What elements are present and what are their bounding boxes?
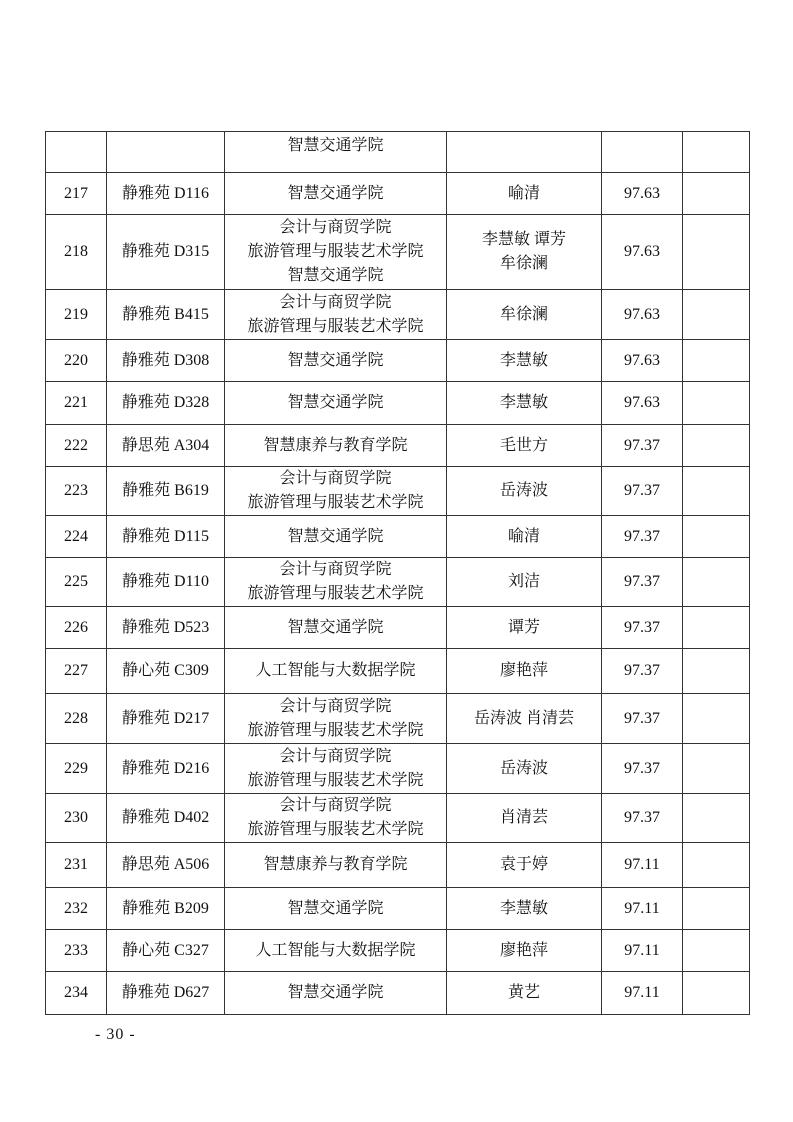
cell-score: 97.37	[602, 558, 683, 607]
cell-note	[683, 972, 750, 1015]
cell-score	[602, 132, 683, 173]
cell-no: 232	[46, 888, 107, 930]
table-row	[46, 215, 750, 290]
cell-room	[107, 132, 225, 173]
table-body	[46, 132, 750, 1015]
cell-room: 静雅苑 D328	[107, 382, 225, 425]
cell-no: 228	[46, 694, 107, 744]
table-row	[46, 467, 750, 516]
cell-person	[447, 425, 602, 467]
college-line: 会计与商贸学院	[279, 470, 392, 487]
cell-person	[447, 888, 602, 930]
cell-college	[225, 649, 447, 694]
cell-no: 227	[46, 649, 107, 694]
cell-note	[683, 930, 750, 972]
person-line: 牟徐澜	[499, 305, 548, 323]
person-line: 岳涛波	[499, 759, 548, 777]
college-line: 会计与商贸学院	[279, 561, 392, 578]
cell-college	[225, 607, 447, 649]
cell-room: 静雅苑 D115	[107, 516, 225, 558]
cell-no: 219	[46, 290, 107, 340]
cell-no: 233	[46, 930, 107, 972]
college-line: 智慧交通学院	[287, 267, 384, 284]
table-row	[46, 930, 750, 972]
cell-score: 97.11	[602, 930, 683, 972]
table-row	[46, 173, 750, 215]
person-line: 喻清	[507, 527, 540, 545]
cell-no: 229	[46, 744, 107, 794]
table-row	[46, 290, 750, 340]
cell-note	[683, 340, 750, 382]
college-line: 智慧交通学院	[287, 137, 384, 154]
cell-no: 217	[46, 173, 107, 215]
cell-no: 218	[46, 215, 107, 290]
cell-note	[683, 694, 750, 744]
cell-note	[683, 215, 750, 290]
cell-person	[447, 843, 602, 888]
college-line: 旅游管理与服装艺术学院	[247, 771, 424, 789]
college-line: 旅游管理与服装艺术学院	[247, 494, 424, 511]
cell-room: 静雅苑 D402	[107, 794, 225, 843]
cell-note	[683, 558, 750, 607]
cell-college	[225, 132, 447, 173]
person-line: 牟徐澜	[499, 255, 548, 272]
table-row	[46, 558, 750, 607]
cell-college	[225, 467, 447, 516]
table-row	[46, 972, 750, 1015]
cell-college	[225, 425, 447, 467]
cell-score: 97.37	[602, 694, 683, 744]
person-line: 肖清芸	[499, 809, 548, 826]
college-line: 旅游管理与服装艺术学院	[247, 585, 424, 602]
cell-note	[683, 607, 750, 649]
cell-score: 97.37	[602, 649, 683, 694]
person-line: 袁于婷	[499, 856, 548, 873]
college-line: 会计与商贸学院	[279, 293, 392, 311]
college-line: 智慧康养与教育学院	[263, 436, 408, 454]
table-row	[46, 649, 750, 694]
college-line: 智慧交通学院	[287, 394, 384, 411]
cell-person	[447, 382, 602, 425]
cell-college	[225, 215, 447, 290]
cell-room: 静心苑 C309	[107, 649, 225, 694]
college-line: 智慧交通学院	[287, 184, 384, 202]
cell-note	[683, 132, 750, 173]
cell-college	[225, 694, 447, 744]
dormitory-score-table	[45, 131, 750, 1015]
table-row	[46, 794, 750, 843]
person-line: 李慧敏	[499, 351, 548, 369]
cell-college	[225, 340, 447, 382]
cell-note	[683, 888, 750, 930]
table-row	[46, 694, 750, 744]
cell-note	[683, 467, 750, 516]
cell-college	[225, 290, 447, 340]
cell-college	[225, 516, 447, 558]
cell-person	[447, 173, 602, 215]
cell-score: 97.63	[602, 382, 683, 425]
cell-score: 97.37	[602, 794, 683, 843]
cell-room: 静思苑 A304	[107, 425, 225, 467]
cell-note	[683, 382, 750, 425]
cell-college	[225, 930, 447, 972]
college-line: 旅游管理与服装艺术学院	[247, 721, 424, 739]
table-row	[46, 425, 750, 467]
college-line: 人工智能与大数据学院	[255, 941, 416, 959]
cell-score: 97.63	[602, 340, 683, 382]
college-line: 智慧交通学院	[287, 618, 384, 636]
cell-no: 226	[46, 607, 107, 649]
cell-note	[683, 843, 750, 888]
cell-room: 静雅苑 D523	[107, 607, 225, 649]
person-line: 岳涛波	[499, 482, 548, 499]
college-line: 会计与商贸学院	[279, 747, 392, 765]
college-line: 会计与商贸学院	[279, 219, 392, 236]
college-line: 智慧交通学院	[287, 899, 384, 917]
person-line: 岳涛波 肖清芸	[473, 709, 574, 727]
cell-room: 静雅苑 D315	[107, 215, 225, 290]
person-line: 谭芳	[507, 618, 540, 636]
cell-college	[225, 843, 447, 888]
cell-room: 静雅苑 B209	[107, 888, 225, 930]
cell-no: 223	[46, 467, 107, 516]
cell-note	[683, 516, 750, 558]
college-line: 智慧交通学院	[287, 984, 384, 1001]
cell-person	[447, 744, 602, 794]
cell-person	[447, 607, 602, 649]
table-row	[46, 744, 750, 794]
cell-note	[683, 794, 750, 843]
cell-score: 97.63	[602, 173, 683, 215]
person-line: 李慧敏	[499, 394, 548, 411]
cell-person	[447, 467, 602, 516]
cell-person	[447, 649, 602, 694]
table-row	[46, 516, 750, 558]
cell-person	[447, 930, 602, 972]
person-line: 刘洁	[507, 573, 540, 590]
person-line: 喻清	[507, 184, 540, 202]
cell-no: 231	[46, 843, 107, 888]
cell-college	[225, 173, 447, 215]
person-line: 廖艳萍	[499, 941, 548, 959]
cell-score: 97.37	[602, 516, 683, 558]
college-line: 旅游管理与服装艺术学院	[247, 243, 424, 260]
cell-room: 静雅苑 D627	[107, 972, 225, 1015]
cell-person	[447, 794, 602, 843]
cell-no: 234	[46, 972, 107, 1015]
cell-no: 230	[46, 794, 107, 843]
cell-no: 221	[46, 382, 107, 425]
cell-college	[225, 888, 447, 930]
cell-person	[447, 340, 602, 382]
cell-college	[225, 382, 447, 425]
cell-person	[447, 516, 602, 558]
person-line: 李慧敏 谭芳	[481, 231, 566, 248]
cell-no: 224	[46, 516, 107, 558]
college-line: 会计与商贸学院	[279, 797, 392, 814]
college-line: 智慧康养与教育学院	[263, 856, 408, 873]
cell-room: 静雅苑 D110	[107, 558, 225, 607]
cell-college	[225, 558, 447, 607]
cell-no: 222	[46, 425, 107, 467]
cell-person	[447, 290, 602, 340]
college-line: 旅游管理与服装艺术学院	[247, 317, 424, 335]
cell-room: 静雅苑 D217	[107, 694, 225, 744]
table-row	[46, 843, 750, 888]
cell-no	[46, 132, 107, 173]
cell-room: 静雅苑 D308	[107, 340, 225, 382]
cell-room: 静思苑 A506	[107, 843, 225, 888]
cell-note	[683, 173, 750, 215]
table-row	[46, 132, 750, 173]
cell-college	[225, 744, 447, 794]
cell-room: 静心苑 C327	[107, 930, 225, 972]
cell-no: 220	[46, 340, 107, 382]
cell-note	[683, 425, 750, 467]
cell-college	[225, 794, 447, 843]
cell-note	[683, 649, 750, 694]
cell-score: 97.37	[602, 607, 683, 649]
cell-score: 97.63	[602, 215, 683, 290]
cell-college	[225, 972, 447, 1015]
cell-room: 静雅苑 D116	[107, 173, 225, 215]
person-line: 毛世方	[499, 436, 548, 454]
table-row	[46, 607, 750, 649]
table-row	[46, 382, 750, 425]
cell-room: 静雅苑 D216	[107, 744, 225, 794]
cell-score: 97.63	[602, 290, 683, 340]
college-line: 旅游管理与服装艺术学院	[247, 821, 424, 838]
cell-no: 225	[46, 558, 107, 607]
cell-score: 97.11	[602, 888, 683, 930]
person-line: 廖艳萍	[499, 662, 548, 679]
cell-score: 97.37	[602, 467, 683, 516]
table-row	[46, 888, 750, 930]
college-line: 人工智能与大数据学院	[255, 662, 416, 679]
table-row	[46, 340, 750, 382]
cell-note	[683, 744, 750, 794]
cell-note	[683, 290, 750, 340]
cell-room: 静雅苑 B415	[107, 290, 225, 340]
cell-person	[447, 558, 602, 607]
person-line: 李慧敏	[499, 899, 548, 917]
cell-person	[447, 132, 602, 173]
cell-person	[447, 972, 602, 1015]
cell-score: 97.37	[602, 744, 683, 794]
person-line: 黄艺	[507, 984, 540, 1001]
college-line: 会计与商贸学院	[279, 697, 392, 715]
cell-person	[447, 694, 602, 744]
college-line: 智慧交通学院	[287, 527, 384, 545]
page-number: - 30 -	[95, 1026, 136, 1043]
cell-score: 97.37	[602, 425, 683, 467]
college-line: 智慧交通学院	[287, 351, 384, 369]
cell-person	[447, 215, 602, 290]
cell-score: 97.11	[602, 972, 683, 1015]
cell-room: 静雅苑 B619	[107, 467, 225, 516]
cell-score: 97.11	[602, 843, 683, 888]
